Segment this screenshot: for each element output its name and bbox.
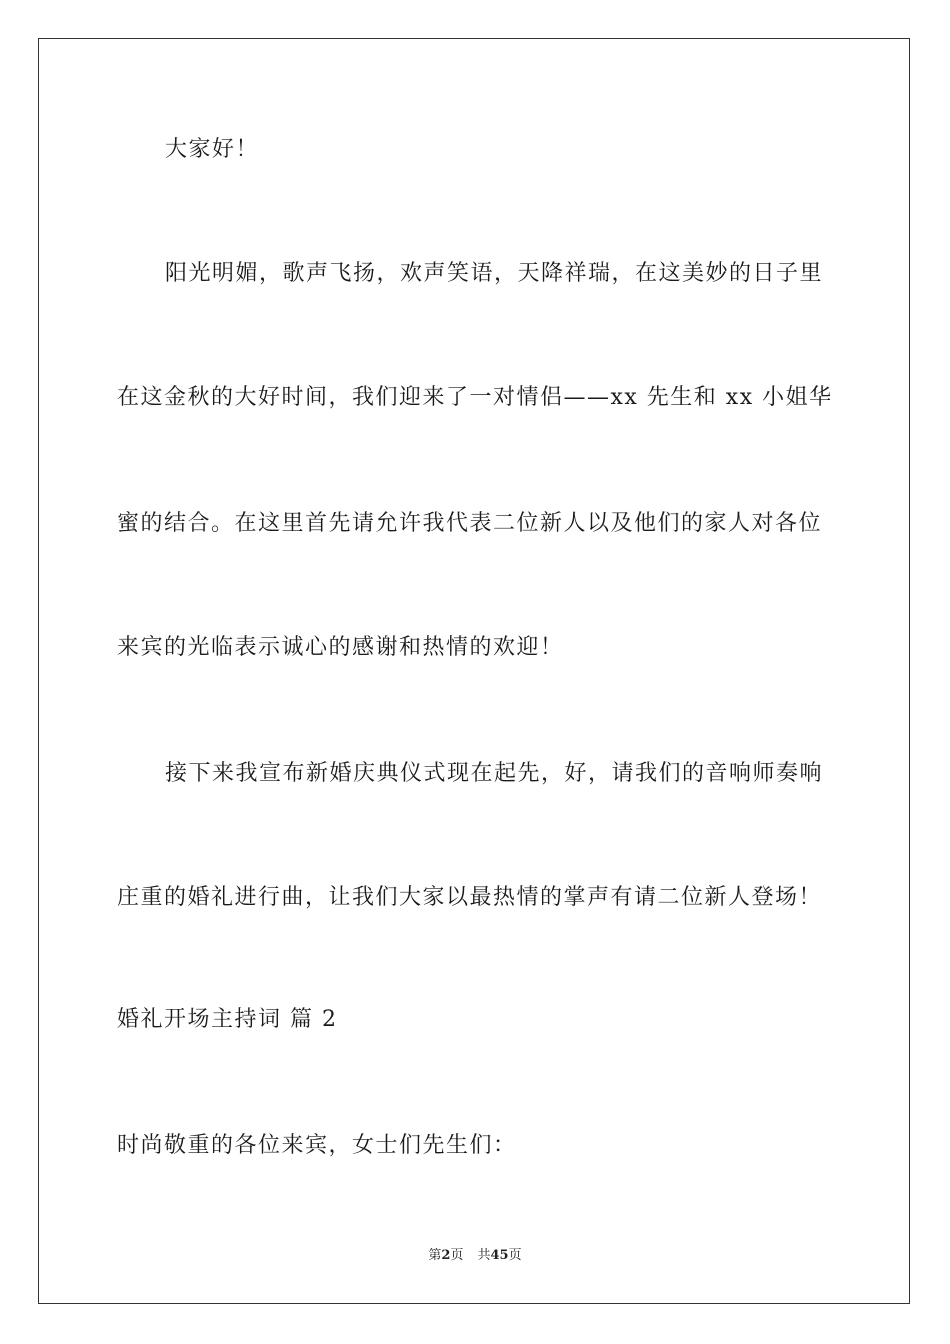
paragraph-line: 时尚敬重的各位来宾，女士们先生们： bbox=[117, 1133, 517, 1158]
section-heading: 婚礼开场主持词 篇 2 bbox=[117, 1007, 338, 1032]
paragraph-line: 在这金秋的大好时间，我们迎来了一对情侣——xx 先生和 xx 小姐华 bbox=[117, 385, 833, 410]
page-number: 2 bbox=[441, 1248, 451, 1263]
paragraph-line: 蜜的结合。在这里首先请允许我代表二位新人以及他们的家人对各位 bbox=[117, 511, 823, 536]
page-suffix: 页 bbox=[450, 1248, 464, 1263]
page-prefix: 第 bbox=[428, 1248, 442, 1263]
page-footer bbox=[0, 1247, 950, 1265]
total-prefix: 共 bbox=[477, 1248, 491, 1263]
paragraph-line: 接下来我宣布新婚庆典仪式现在起先，好，请我们的音响师奏响 bbox=[165, 761, 824, 786]
greeting-line: 大家好！ bbox=[165, 137, 260, 162]
paragraph-line: 来宾的光临表示诚心的感谢和热情的欢迎！ bbox=[117, 635, 564, 660]
page-border bbox=[38, 38, 910, 1304]
paragraph-line: 阳光明媚，歌声飞扬，欢声笑语，天降祥瑞，在这美妙的日子里 bbox=[165, 261, 824, 286]
paragraph-line: 庄重的婚礼进行曲，让我们大家以最热情的掌声有请二位新人登场！ bbox=[117, 885, 823, 910]
total-pages: 45 bbox=[490, 1248, 509, 1263]
total-suffix: 页 bbox=[508, 1248, 522, 1263]
